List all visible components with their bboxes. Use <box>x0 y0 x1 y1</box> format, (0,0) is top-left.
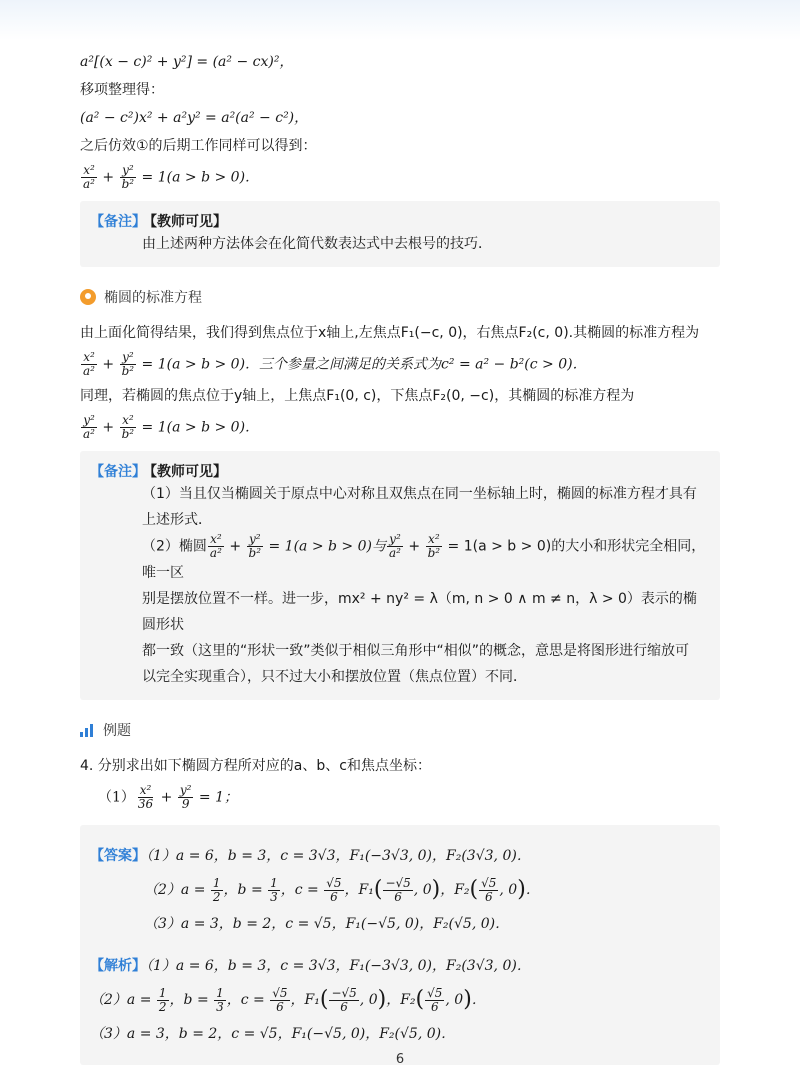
analysis-row-1: 【解析】（1）a = 6，b = 3，c = 3√3，F₁(−3√3, 0)，F₂(3√3, 0)． <box>90 958 531 974</box>
equation-3: $\frac{\text{x²}}{\text{a²}}$ + $\frac{\text{y²}}{\text{b²}}$ = 1(a > b > 0)． <box>83 163 260 191</box>
note-body: 由上述两种方法体会在化简代数表达式中去根号的技巧． <box>142 236 492 252</box>
fraction: $\frac{\text{y²}}{\text{b²}}$ <box>121 350 135 378</box>
lightbulb-icon <box>80 289 96 305</box>
note-paragraph-1b: 上述形式． <box>142 512 212 528</box>
note-title: 【教师可见】 <box>150 214 227 230</box>
note-paragraph-3: 别是摆放位置不一样。进一步，mx² + ny² = λ（m, n > 0 ∧ m ≠ n，λ > 0）表示的椭圆形状 <box>142 591 697 633</box>
note-tag: 【备注】 <box>90 214 146 230</box>
follow-text: 之后仿效①的后期工作同样可以得到： <box>80 138 317 154</box>
section-title: 椭圆的标准方程 <box>104 290 202 306</box>
fraction: $\frac{\text{y²}}{\text{b²}}$ <box>121 163 135 191</box>
fraction: $\frac{\text{y²}}{\text{a²}}$ <box>83 413 95 441</box>
note-paragraph-1: （1）当且仅当椭圆关于原点中心对称且双焦点在同一坐标轴上时，椭圆的标准方程才具有 <box>142 486 697 502</box>
answer-tag: 【答案】 <box>90 848 146 864</box>
note-title: 【教师可见】 <box>150 464 227 480</box>
analysis-tag: 【解析】 <box>90 958 146 974</box>
move-text: 移项整理得： <box>80 82 164 98</box>
note-tag: 【备注】 <box>90 464 146 480</box>
bar-chart-icon <box>80 723 93 737</box>
equation-1: a²[(x − c)² + y²] = (a² − cx)²， <box>80 54 294 70</box>
page-number: 6 <box>395 1052 405 1067</box>
page-top-band <box>0 0 800 40</box>
problem-item-1: （1） $\frac{\text{x²}}{36}$ + $\frac{\text{y²}}{9}$ = 1； <box>98 783 238 811</box>
note-paragraph-4: 都一致（这里的“形状一致”类似于相似三角形中“相似”的概念，意思是将图形进行缩放可 <box>142 643 690 659</box>
standard-line-2: $\frac{\text{x²}}{\text{a²}}$ + $\frac{\text{y²}}{\text{b²}}$ = 1(a > b > 0)．三个参量之间满足的关系式为c² = a² − b²(c > 0)． <box>83 350 587 378</box>
section-examples <box>80 718 720 742</box>
analysis-row-2: （2）a = $\frac{1}{2}$ ，b = $\frac{1}{3}$ ，c = $\frac{√5}{6}$ ，F₁( $\frac{-√5}{6}$ , 0)，F₂( $\frac{√5}{6}$ , 0)． <box>90 985 486 1014</box>
answer-row-1: 【答案】（1）a = 6，b = 3，c = 3√3，F₁(−3√3, 0)，F₂(3√3, 0)． <box>90 848 531 864</box>
answer-row-2: （2）a = $\frac{1}{2}$ ，b = $\frac{1}{3}$ ，c = $\frac{√5}{6}$ ，F₁( $\frac{-√5}{6}$ , 0)，F₂( $\frac{√5}{6}$ , 0)． <box>144 875 540 904</box>
teacher-note-2 <box>80 451 720 700</box>
answer-row-3: （3）a = 3，b = 2，c = √5，F₁(−√5, 0)，F₂(√5, 0)． <box>144 916 510 932</box>
teacher-note-1 <box>80 201 720 267</box>
problem-stem: 4. 分别求出如下椭圆方程所对应的a、b、c和焦点坐标： <box>80 758 431 774</box>
standard-line-4: $\frac{\text{y²}}{\text{a²}}$ + $\frac{\text{x²}}{\text{b²}}$ = 1(a > b > 0)． <box>83 413 260 441</box>
section-title: 例题 <box>103 723 131 739</box>
note-paragraph-5: 以完全实现重合），只不过大小和摆放位置（焦点位置）不同． <box>142 669 527 685</box>
standard-line-3: 同理，若椭圆的焦点位于y轴上，上焦点F₁(0, c)，下焦点F₂(0, −c)，其椭圆的标准方程为 <box>80 388 635 404</box>
fraction: $\frac{\text{x²}}{\text{a²}}$ <box>83 163 95 191</box>
section-standard-equation <box>80 285 720 309</box>
analysis-row-3: （3）a = 3，b = 2，c = √5，F₁(−√5, 0)，F₂(√5, 0)． <box>90 1026 456 1042</box>
fraction: $\frac{\text{x²}}{\text{a²}}$ <box>83 350 95 378</box>
answer-box <box>80 825 720 1065</box>
standard-line-1: 由上面化简得结果，我们得到焦点位于x轴上,左焦点F₁(−c, 0)，右焦点F₂(c, 0).其椭圆的标准方程为 <box>80 325 700 341</box>
fraction: $\frac{\text{x²}}{\text{b²}}$ <box>121 413 135 441</box>
equation-2: (a² − c²)x² + a²y² = a²(a² − c²)， <box>80 110 309 126</box>
page-content <box>80 52 720 1065</box>
note-paragraph-2: （2）椭圆 $\frac{\text{x²}}{\text{a²}}$ + $\frac{\text{y²}}{\text{b²}}$ = 1(a > b > 0)与 $\frac{\text{y²}}{\text{a²}}$ + $\frac{\text{x²}}{\text{b²}}$ = 1(a > b > 0)的大小和形状完全相同，唯一区 <box>142 532 706 581</box>
